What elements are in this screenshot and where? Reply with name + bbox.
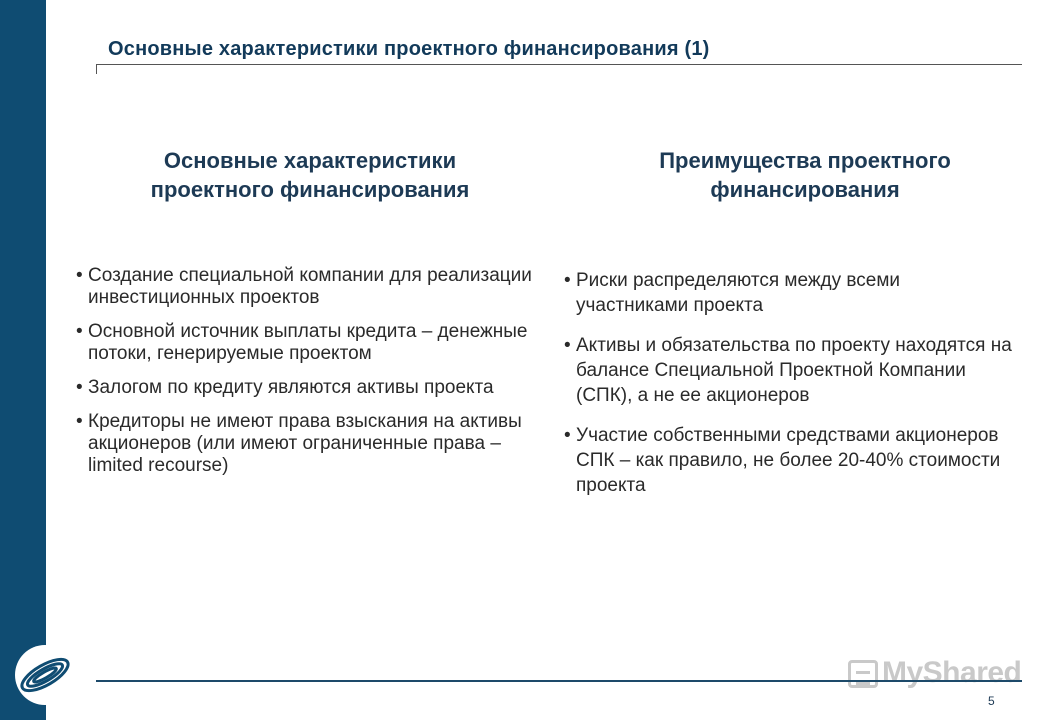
- list-item: • Активы и обязательства по проекту находятся на балансе Специальной Проектной Компании (СПК), а не ее акционеров: [564, 335, 1012, 406]
- bullet-dot-icon: •: [76, 321, 83, 342]
- bullet-dot-icon: •: [76, 411, 83, 432]
- right-heading-line2: финансирования: [710, 177, 900, 202]
- bullet-dot-icon: •: [76, 265, 83, 286]
- myshared-watermark: MyShared: [848, 656, 1021, 690]
- list-item: • Риски распределяются между всеми участниками проекта: [564, 270, 901, 316]
- bullet-dot-icon: •: [76, 377, 83, 398]
- left-bullet-list: [76, 265, 546, 489]
- myshared-logo-icon: [848, 660, 878, 688]
- footer-divider: [96, 680, 1022, 682]
- globe-logo-icon: [10, 640, 80, 710]
- page-number: 5: [988, 694, 995, 708]
- list-item: • Залогом по кредиту являются активы проекта: [76, 377, 494, 398]
- bullet-dot-icon: •: [564, 270, 571, 291]
- title-divider: [96, 64, 1022, 65]
- list-item: • Создание специальной компании для реализации инвестиционных проектов: [76, 265, 532, 308]
- slide-title: Основные характеристики проектного финансирования (1): [108, 38, 710, 60]
- right-heading-line1: Преимущества проектного: [659, 148, 951, 173]
- left-brand-bar: [0, 0, 46, 720]
- list-item: • Основной источник выплаты кредита – денежные потоки, генерируемые проектом: [76, 321, 528, 364]
- left-heading-line2: проектного финансирования: [150, 177, 470, 202]
- list-item: • Участие собственными средствами акционеров СПК – как правило, не более 20-40% стоимости проекта: [564, 425, 1001, 496]
- bullet-dot-icon: •: [564, 335, 571, 356]
- title-divider-tick: [96, 64, 97, 74]
- list-item: • Кредиторы не имеют права взыскания на активы акционеров (или имеют ограниченные права – limited recourse): [76, 411, 522, 476]
- right-column-heading: [585, 146, 1025, 204]
- bullet-dot-icon: •: [564, 425, 571, 446]
- left-heading-line1: Основные характеристики: [163, 148, 457, 173]
- right-bullet-list: [564, 268, 1014, 513]
- left-column-heading: [90, 146, 530, 204]
